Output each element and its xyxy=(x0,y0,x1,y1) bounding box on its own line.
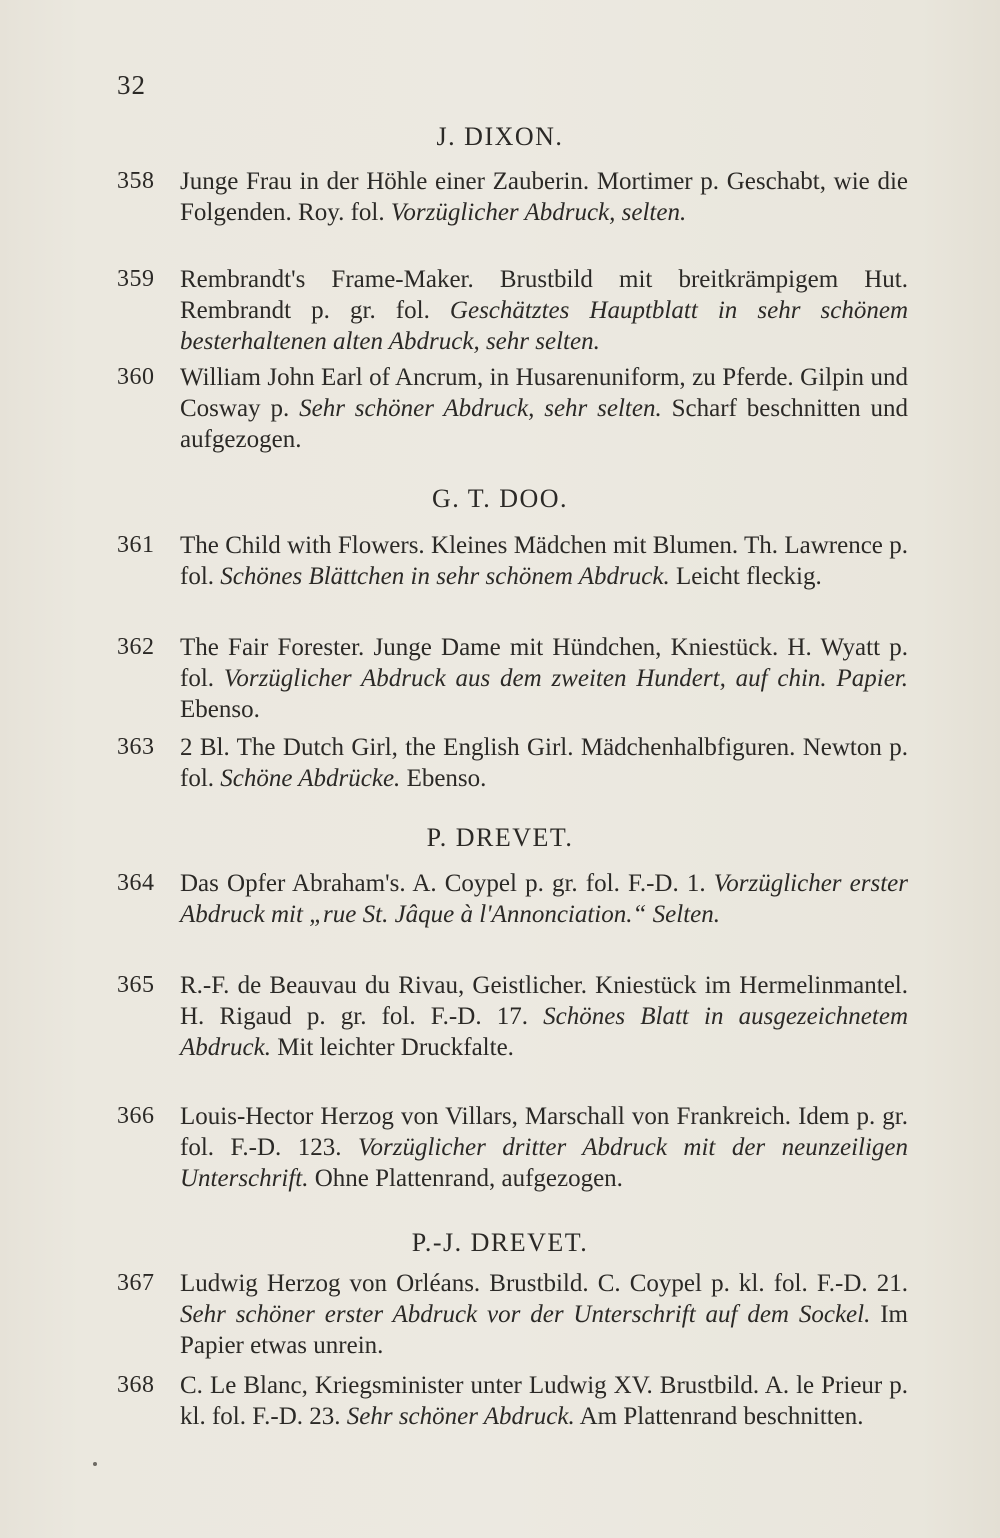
catalog-entry-361 xyxy=(117,530,912,592)
entry-text xyxy=(180,1268,908,1361)
entry-text xyxy=(180,362,908,455)
entry-text xyxy=(180,868,908,930)
catalog-entry-360 xyxy=(117,362,912,455)
entry-description: Das Opfer Abraham's. A. Coypel p. gr. fol. F.-D. 1. xyxy=(180,870,706,897)
entry-number: 359 xyxy=(117,266,155,292)
entry-remark: Leicht fleckig. xyxy=(675,563,822,590)
ink-speck xyxy=(93,1462,97,1466)
catalog-entry-359 xyxy=(117,264,912,357)
entry-condition-note: Vorzüglicher Abdruck, selten. xyxy=(390,199,687,226)
entry-description: 2 Bl. The Dutch Girl, the English Girl. Mädchenhalbfiguren. Newton p. fol. xyxy=(180,734,908,792)
entry-number: 360 xyxy=(117,364,155,390)
catalog-entry-358 xyxy=(117,166,912,228)
entry-text xyxy=(180,1101,908,1194)
entry-remark: Ohne Plattenrand, aufgezogen. xyxy=(314,1165,623,1192)
entry-description: Junge Frau in der Höhle einer Zauberin. Mortimer p. Geschabt, wie die Folgenden. Roy. fol. xyxy=(180,168,908,226)
entry-condition-note: Vorzüglicher erster Abdruck mit „rue St. Jâque à l'Annonciation.“ Selten. xyxy=(180,870,908,928)
entry-number: 368 xyxy=(117,1372,155,1398)
entry-remark: Am Plattenrand beschnitten. xyxy=(579,1403,864,1430)
entry-condition-note: Sehr schöner Abdruck, sehr selten. xyxy=(299,395,662,422)
entry-number: 366 xyxy=(117,1103,155,1129)
entry-text xyxy=(180,632,908,725)
entry-text xyxy=(180,166,908,228)
entry-description: Ludwig Herzog von Orléans. Brustbild. C. Coypel p. kl. fol. F.-D. 21. xyxy=(180,1270,908,1297)
entry-description: The Fair Forester. Junge Dame mit Hündchen, Kniestück. H. Wyatt p. fol. xyxy=(180,634,908,692)
entry-condition-note: Schönes Blättchen in sehr schönem Abdruck. xyxy=(220,563,670,590)
entry-text xyxy=(180,970,908,1063)
entry-number: 364 xyxy=(117,870,155,896)
entry-description: The Child with Flowers. Kleines Mädchen mit Blumen. Th. Lawrence p. fol. xyxy=(180,532,908,590)
entry-condition-note: Sehr schöner erster Abdruck vor der Unterschrift auf dem Sockel. xyxy=(180,1301,871,1328)
section-heading-doo: G. T. DOO. xyxy=(431,484,569,513)
entry-condition-note: Schöne Abdrücke. xyxy=(220,765,401,792)
catalog-entry-364 xyxy=(117,868,912,930)
entry-number: 363 xyxy=(117,734,155,760)
page-number: 32 xyxy=(117,70,146,100)
catalog-entry-368 xyxy=(117,1370,912,1432)
entry-number: 367 xyxy=(117,1270,155,1296)
catalog-entry-366 xyxy=(117,1101,912,1194)
entry-text xyxy=(180,1370,908,1432)
section-heading-pj-drevet: P.-J. DREVET. xyxy=(411,1228,589,1257)
section-heading-dixon: J. DIXON. xyxy=(436,122,564,151)
entry-condition-note: Schönes Blatt in ausgezeichnetem Abdruck. xyxy=(180,1003,908,1061)
entry-description: Rembrandt's Frame-Maker. Brustbild mit breitkrämpigem Hut. Rembrandt p. gr. fol. xyxy=(180,266,908,324)
entry-description: C. Le Blanc, Kriegsminister unter Ludwig XV. Brustbild. A. le Prieur p. kl. fol. F.-D. 23. xyxy=(180,1372,908,1430)
entry-remark: Im Papier etwas unrein. xyxy=(180,1301,908,1359)
entry-text xyxy=(180,530,908,592)
entry-remark: Scharf beschnitten und aufgezogen. xyxy=(180,395,909,453)
catalog-entry-362 xyxy=(117,632,912,725)
entry-description: R.-F. de Beauvau du Rivau, Geistlicher. Kniestück im Hermelinmantel. H. Rigaud p. gr. fol. F.-D. 17. xyxy=(180,972,908,1030)
entry-condition-note: Vorzüglicher Abdruck aus dem zweiten Hundert, auf chin. Papier. xyxy=(223,665,909,692)
entry-remark: Mit leichter Druckfalte. xyxy=(277,1034,514,1061)
entry-description: William John Earl of Ancrum, in Husarenuniform, zu Pferde. Gilpin und Cosway p. xyxy=(180,364,908,422)
entry-number: 358 xyxy=(117,168,155,194)
entry-text xyxy=(180,264,908,357)
catalog-entry-367 xyxy=(117,1268,912,1361)
entry-number: 362 xyxy=(117,634,155,660)
section-heading-p-drevet: P. DREVET. xyxy=(426,823,574,852)
catalog-entry-365 xyxy=(117,970,912,1063)
entry-condition-note: Geschätztes Hauptblatt in sehr schönem besterhaltenen alten Abdruck, sehr selten. xyxy=(180,297,909,355)
entry-description: Louis-Hector Herzog von Villars, Marschall von Frankreich. Idem p. gr. fol. F.-D. 123. xyxy=(180,1103,908,1161)
entry-condition-note: Vorzüglicher dritter Abdruck mit der neunzeiligen Unterschrift. xyxy=(180,1134,909,1192)
entry-remark: Ebenso. xyxy=(406,765,487,792)
entry-number: 365 xyxy=(117,972,155,998)
entry-text xyxy=(180,732,908,794)
entry-number: 361 xyxy=(117,532,155,558)
catalog-entry-363 xyxy=(117,732,912,794)
entry-remark: Ebenso. xyxy=(180,696,260,723)
entry-condition-note: Sehr schöner Abdruck. xyxy=(346,1403,575,1430)
